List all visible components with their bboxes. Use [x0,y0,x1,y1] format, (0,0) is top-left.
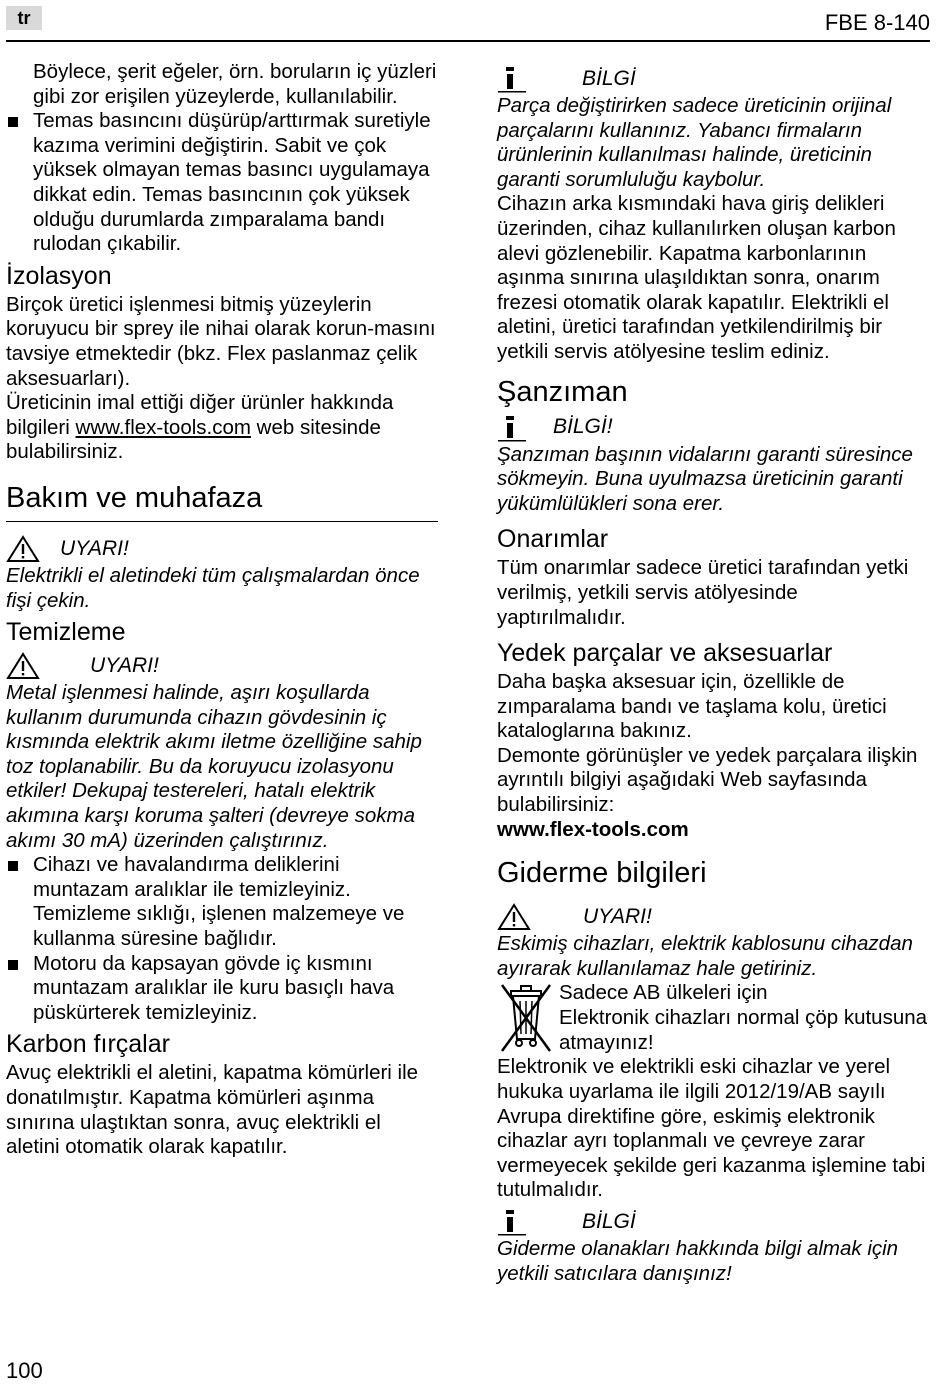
header-rule [6,40,930,42]
info-label: BİLGİ [582,1209,636,1233]
weee-text [559,981,932,1055]
info-label: BİLGİ [582,66,636,90]
section-title-giderme: Giderme bilgileri [497,857,707,890]
section-title-bakim: Bakım ve muhafaza [6,481,438,522]
section-title-izolasyon: İzolasyon [6,261,112,290]
warning-label: UYARI! [583,904,652,928]
warning-heading [6,651,438,681]
page-number: 100 [6,1358,43,1383]
onarim-text: Tüm onarımlar sadece üretici tarafından yetki verilmiş, yetkili servis atölyesinde yaptırılmalıdır. [497,556,909,629]
warning-label: UYARI! [90,653,159,677]
language-tag: tr [6,6,42,30]
left-column [6,60,438,1160]
info-text-after: web sitesinde bulabilirsiniz. [6,415,381,464]
info-text: Giderme olanakları hakkında bilgi almak için yetkili satıcılara danışınız! [497,1237,899,1285]
warning-heading [497,902,932,932]
warning-triangle-icon [497,903,531,931]
crossed-bin-icon [497,981,555,1055]
karbon-text: Avuç elektrikli el aletini, kapatma kömürleri ile donatılmıştır. Kapatma kömürleri aşınma sınırına ulaştıktan sonra, avuç elektrikli el aletini otomatik olarak kapatılır. [6,1061,419,1159]
info-text: Şanzıman başının vidalarını garanti süresince sökmeyin. Buna uyulmazsa üreticinin garanti yükümlülükleri sona erer. [497,442,913,515]
info-label: BİLGİ! [553,415,613,439]
section-title-sanziman: Şanzıman [497,375,628,408]
manufacturer-info [6,391,438,465]
weee-notice [497,981,932,1055]
model-name: FBE 8-140 [824,10,930,35]
weee-line: Elektronik cihazları normal çöp kutusuna atmayınız! [559,1006,928,1054]
intro-text: Böylece, şerit eğeler, örn. boruların iç yüzleri gibi zor erişilen yüzeylerde, kullanılabilir. [33,60,437,108]
website-link[interactable]: www.flex-tools.com [75,415,251,439]
warning-label: UYARI! [60,536,129,560]
section-title-karbon: Karbon fırçalar [6,1030,170,1059]
warning-triangle-icon [6,652,40,680]
info-icon [497,414,527,442]
section-title-yedek: Yedek parçalar ve aksesuarlar [497,639,833,668]
yedek-text: Daha başka aksesuar için, özellikle de zımparalama bandı ve taşlama kolu, üretici kataloglarına bakınız. [497,670,887,743]
section-title-temizleme: Temizleme [6,618,126,647]
section-title-onarim: Onarımlar [497,525,609,554]
weee-line: Sadece AB ülkeleri için [559,981,768,1005]
izolasyon-text: Birçok üretici işlenmesi bitmiş yüzeylerin koruyucu bir sprey ile nihai olarak korun-masını tavsiye etmektedir (bkz. Flex paslanmaz çelik aksesuarları). [6,292,436,390]
right-column [497,60,932,1286]
info-text-before: Üreticinin imal ettiği diğer ürünler hakkında bilgileri [6,391,394,439]
list-item: Motoru da kapsayan gövde iç kısmını muntazam aralıklar ile kuru basıçlı hava püskürterek temizleyiniz. [6,952,438,1026]
info-heading [497,1207,932,1237]
yedek-text: Demonte görünüşler ve yedek parçalara ilişkin ayrıntılı bilgiyi aşağıdaki Web sayfasında bulabilirsiniz: [497,743,918,817]
warning-text: Elektrikli el aletindeki tüm çalışmalardan önce fişi çekin. [6,563,420,612]
info-heading [497,413,932,443]
info-heading [497,64,932,94]
carbon-text: Cihazın arka kısmındaki hava giriş delikleri üzerinden, cihaz kullanılırken oluşan karbon alevi gözlenebilir. Kapatma karbonlarının aşınma sınırına ulaşıldıktan sonra, onarım frezesi otomatik olarak kapatılır. Elektrikli el aletini, üretici tarafından yetkilendirilmiş bir yetkili servis atölyesine teslim ediniz. [497,192,896,363]
list-item: Cihazı ve havalandırma deliklerini muntazam aralıklar ile temizleyiniz. Temizleme sıklığı, işlenen malzemeye ve kullanma süresine bağlıdır. [6,853,438,951]
website-url[interactable]: www.flex-tools.com [497,817,689,841]
warning-text: Metal işlenmesi halinde, aşırı koşullarda kullanım durumunda cihazın gövdesinin iç kısmında elektrik akımı iletme özelliğine sahip toz toplanabilir. Bu da koruyucu izolasyonu etkiler! Dekupaj testereleri, hatalı elektrik akımına karşı koruma şalteri (devreye sokma akımı 30 mA) üzerinden çalıştırınız. [6,681,422,852]
directive-text: Elektronik ve elektrikli eski cihazlar ve yerel hukuka uyarlama ile ilgili 2012/19/AB sayılı Avrupa direktifine göre, eskimiş elektronik cihazlar ayrı toplanmalı ve çevreye zarar vermeyecek şekilde geri kazanma işlemine tabi tutulmalıdır. [497,1055,926,1202]
info-icon [497,1208,527,1236]
warning-triangle-icon [6,535,40,563]
warning-text: Eskimiş cihazları, elektrik kablosunu cihazdan ayırarak kullanılamaz hale getiriniz. [497,932,913,980]
info-text: Parça değiştirirken sadece üreticinin orijinal parçalarını kullanınız. Yabancı firmaların ürünlerinin kullanılması halinde, üreticinin garanti sorumluluğu kaybolur. [497,94,892,191]
info-icon [497,65,527,93]
warning-heading [6,534,438,564]
list-item: Temas basıncını düşürüp/arttırmak suretiyle kazıma verimini değiştirin. Sabit ve çok yüksek olmayan temas basıncı uygulamaya dikkat edin. Temas basıncının çok yüksek olduğu durumlarda zımparalama bandı rulodan çıkabilir. [6,109,438,257]
